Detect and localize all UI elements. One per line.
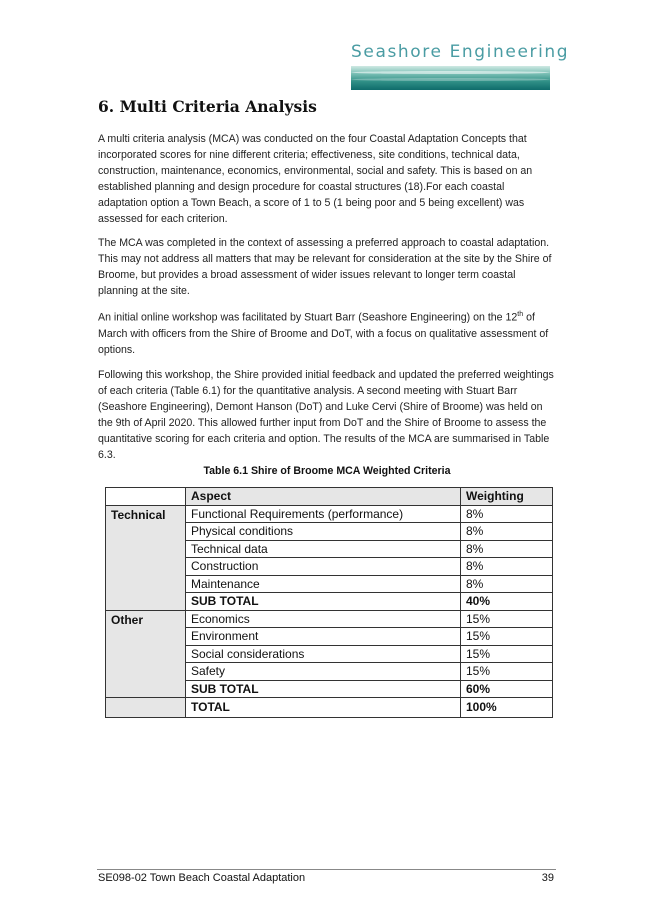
weighting-cell: 8% (461, 540, 553, 558)
category-technical: Technical (106, 505, 186, 610)
aspect-cell: Economics (186, 610, 461, 628)
subtotal-value: 40% (461, 593, 553, 611)
weighting-cell: 15% (461, 645, 553, 663)
footer-document-title: SE098-02 Town Beach Coastal Adaptation (98, 872, 306, 884)
workshop-text-end: of March with officers from the Shire of Broome and DoT, with a focus on qualitative assessment of options. (98, 311, 549, 356)
paragraph-mca-intro: A multi criteria analysis (MCA) was conducted on the four Coastal Adaptation Concepts that incorporated scores for nine different criteria; effectiveness, site conditions, technical data, construction, maintenance, economics, environmental, social and safety. This is based on an established planning and design procedure for coastal structures (18).For each coastal adaptation option a Town Beach, a score of 1 to 5 (1 being poor and 5 being excellent) was assessed for each criterion. (98, 133, 533, 225)
paragraph-followup: Following this workshop, the Shire provided initial feedback and updated the preferred weightings of each criteria (Table 6.1) for the quantitative analysis. A second meeting with Stuart Barr (Seashore Engineering), Demont Hanson (DoT) and Luke Cervi (Shire of Broome) was held on the 9th of April 2020. This allowed further input from DoT and the Shire of Broome to assess the quantitative scoring for each criteria and option. The results of the MCA are summarised in Table 6.3. (98, 369, 554, 461)
aspect-cell: Environment (186, 628, 461, 646)
total-label: TOTAL (186, 698, 461, 718)
category-other: Other (106, 610, 186, 698)
weighting-cell: 15% (461, 663, 553, 681)
date-superscript: th (517, 311, 524, 318)
company-logo-text: Seashore Engineering (351, 42, 570, 62)
total-row (106, 698, 553, 718)
aspect-cell: Physical conditions (186, 523, 461, 541)
total-value: 100% (461, 698, 553, 718)
workshop-text-start: An initial online workshop was facilitated by Stuart Barr (Seashore Engineering) on the 12 (98, 311, 518, 324)
weighting-cell: 8% (461, 575, 553, 593)
table-caption: Table 6.1 Shire of Broome MCA Weighted Criteria (203, 465, 451, 477)
footer-divider (97, 869, 556, 870)
header-weighting: Weighting (461, 488, 553, 506)
aspect-cell: Maintenance (186, 575, 461, 593)
company-logo-band (351, 66, 550, 90)
weighting-cell: 8% (461, 523, 553, 541)
header-aspect: Aspect (186, 488, 461, 506)
logo-wave-bottom (351, 78, 550, 81)
weighting-cell: 15% (461, 628, 553, 646)
weighting-cell: 8% (461, 558, 553, 576)
footer-page-number: 39 (541, 872, 554, 884)
table-row (106, 610, 553, 628)
weighting-cell: 15% (461, 610, 553, 628)
table-row (106, 505, 553, 523)
aspect-cell: Social considerations (186, 645, 461, 663)
aspect-cell: Safety (186, 663, 461, 681)
subtotal-value: 60% (461, 680, 553, 698)
aspect-cell: Construction (186, 558, 461, 576)
table-header-row (106, 488, 553, 506)
logo-wave-top (351, 71, 550, 74)
aspect-cell: Functional Requirements (performance) (186, 505, 461, 523)
section-heading: 6. Multi Criteria Analysis (98, 97, 317, 116)
paragraph-mca-context: The MCA was completed in the context of assessing a preferred approach to coastal adaptation. This may not address all matters that may be relevant for consideration at the site by the Shire of Broome, but provides a broad assessment of wider issues relevant to longer term coastal planning at the site. (98, 237, 552, 297)
subtotal-label: SUB TOTAL (186, 680, 461, 698)
paragraph-workshop (98, 307, 556, 358)
subtotal-label: SUB TOTAL (186, 593, 461, 611)
aspect-cell: Technical data (186, 540, 461, 558)
mca-weighted-criteria-table (105, 487, 553, 718)
header-blank-cell (106, 488, 186, 506)
weighting-cell: 8% (461, 505, 553, 523)
total-blank-cell (106, 698, 186, 718)
